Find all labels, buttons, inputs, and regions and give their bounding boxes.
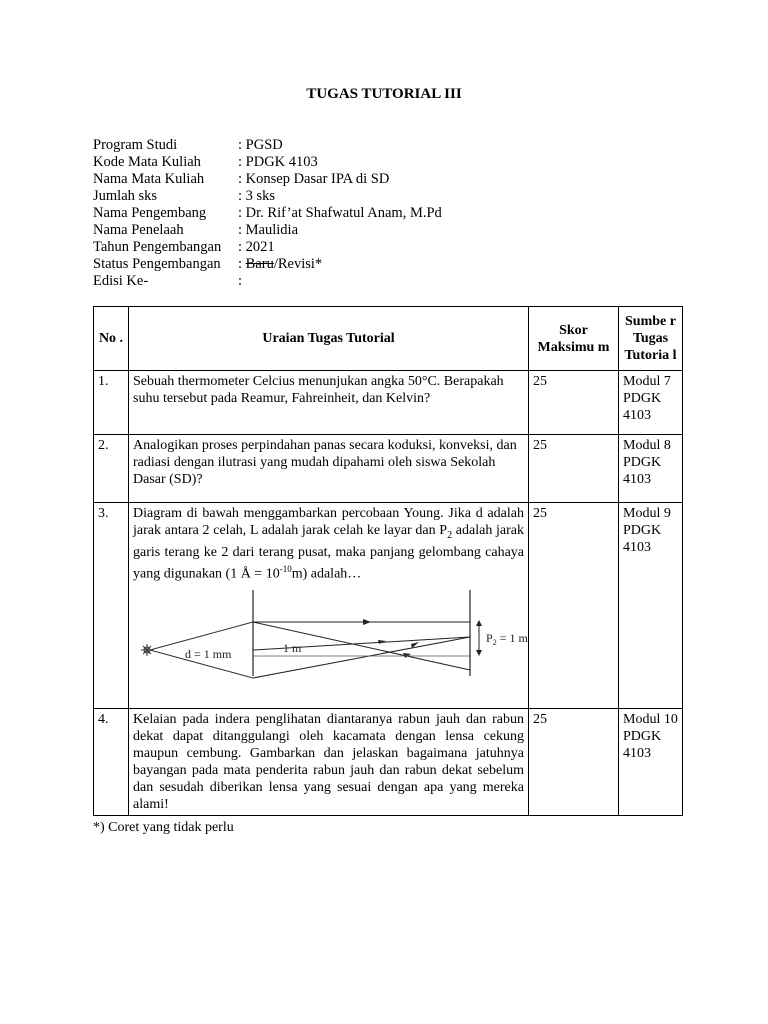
young-experiment-diagram bbox=[133, 590, 528, 676]
cell-sumber: Modul 8 PDGK 4103 bbox=[619, 435, 683, 503]
info-label: Program Studi bbox=[93, 137, 178, 153]
document-title: TUGAS TUTORIAL III bbox=[306, 86, 462, 102]
info-value bbox=[238, 256, 322, 273]
cell-skor: 25 bbox=[529, 709, 619, 816]
table-row bbox=[94, 503, 683, 709]
cell-no: 4. bbox=[94, 709, 129, 816]
info-label: Nama Pengembang bbox=[93, 205, 207, 221]
cell-desc: Sebuah thermometer Celcius menunjukan angka 50°C. Berapakah suhu tersebut pada Reamur, Fahreinheit, dan Kelvin? bbox=[129, 371, 529, 435]
info-label: Nama Penelaah bbox=[93, 222, 184, 238]
header-sumber: Sumbe r Tugas Tutoria l bbox=[619, 307, 683, 371]
cell-skor: 25 bbox=[529, 503, 619, 709]
question-text-part: m) adalah… bbox=[291, 566, 362, 582]
info-label: Status Pengembangan bbox=[93, 256, 221, 272]
table-row bbox=[94, 709, 683, 816]
cell-desc bbox=[129, 503, 529, 709]
question-text-part: adalah jarak garis terang ke 2 dari terang pusat, maka panjang gelombang cahaya yang digunakan (1 Å = 10 bbox=[133, 523, 524, 582]
info-value: : 2021 bbox=[238, 239, 275, 255]
info-value: : PGSD bbox=[238, 137, 283, 153]
header-uraian: Uraian Tugas Tutorial bbox=[129, 307, 529, 371]
cell-desc: Analogikan proses perpindahan panas secara koduksi, konveksi, dan radiasi dengan ilutrasi yang mudah dipahami oleh siswa Sekolah Dasar (SD)? bbox=[129, 435, 529, 503]
info-value: : bbox=[238, 273, 243, 289]
table-row bbox=[94, 371, 683, 435]
info-label: Kode Mata Kuliah bbox=[93, 154, 201, 170]
info-row-reviewer bbox=[93, 222, 442, 239]
info-row-course-code bbox=[93, 154, 442, 171]
cell-sumber: Modul 7 PDGK 4103 bbox=[619, 371, 683, 435]
d-label: d = 1 mm bbox=[185, 647, 232, 662]
cell-desc: Kelaian pada indera penglihatan diantaranya rabun jauh dan rabun dekat dapat ditanggulangi oleh kacamata dengan lensa cekung maupun cembung. Gambarkan dan jelaskan bagaimana jatuhnya bayangan pada mata penderita rabun jauh dan rabun dekat sebelum dan sesudah diberikan lensa yang sesuai dengan apa yang mereka alami! bbox=[129, 709, 529, 816]
info-label: Edisi Ke- bbox=[93, 273, 149, 289]
info-row-edition bbox=[93, 273, 442, 290]
info-label: Tahun Pengembangan bbox=[93, 239, 222, 255]
info-value: : PDGK 4103 bbox=[238, 154, 318, 170]
footnote: *) Coret yang tidak perlu bbox=[93, 820, 234, 835]
p2-label: $P_2 = 1$ m bbox=[486, 631, 528, 648]
table-header-row bbox=[94, 307, 683, 371]
status-rest: /Revisi* bbox=[273, 256, 323, 272]
subscript: 2 bbox=[447, 529, 453, 541]
info-value: : Konsep Dasar IPA di SD bbox=[238, 171, 390, 187]
info-value: : 3 sks bbox=[238, 188, 276, 204]
info-label: Nama Mata Kuliah bbox=[93, 171, 205, 187]
info-row-program bbox=[93, 137, 442, 154]
cell-sumber: Modul 10 PDGK 4103 bbox=[619, 709, 683, 816]
info-row-course-name bbox=[93, 171, 442, 188]
cell-skor: 25 bbox=[529, 371, 619, 435]
info-value: : Maulidia bbox=[238, 222, 299, 238]
info-row-status bbox=[93, 256, 442, 273]
question-text bbox=[133, 505, 524, 582]
status-prefix: : bbox=[238, 256, 246, 272]
course-info bbox=[93, 137, 442, 290]
info-value: : Dr. Rif’at Shafwatul Anam, M.Pd bbox=[238, 205, 442, 221]
cell-no: 1. bbox=[94, 371, 129, 435]
superscript: -10 bbox=[279, 563, 292, 574]
cell-sumber: Modul 9 PDGK 4103 bbox=[619, 503, 683, 709]
L-label: 1 m bbox=[283, 641, 302, 656]
cell-no: 2. bbox=[94, 435, 129, 503]
info-row-developer bbox=[93, 205, 442, 222]
cell-no: 3. bbox=[94, 503, 129, 709]
header-skor: Skor Maksimu m bbox=[529, 307, 619, 371]
table-row bbox=[94, 435, 683, 503]
cell-skor: 25 bbox=[529, 435, 619, 503]
header-no: No . bbox=[94, 307, 129, 371]
status-struck: Baru bbox=[245, 256, 274, 272]
task-table bbox=[93, 306, 683, 816]
info-row-credits bbox=[93, 188, 442, 205]
question-text-part: Diagram di bawah menggambarkan percobaan Young. Jika d adalah jarak antara 2 celah, L adalah jarak celah ke layar dan P bbox=[133, 506, 524, 538]
info-row-year bbox=[93, 239, 442, 256]
info-label: Jumlah sks bbox=[93, 188, 158, 204]
